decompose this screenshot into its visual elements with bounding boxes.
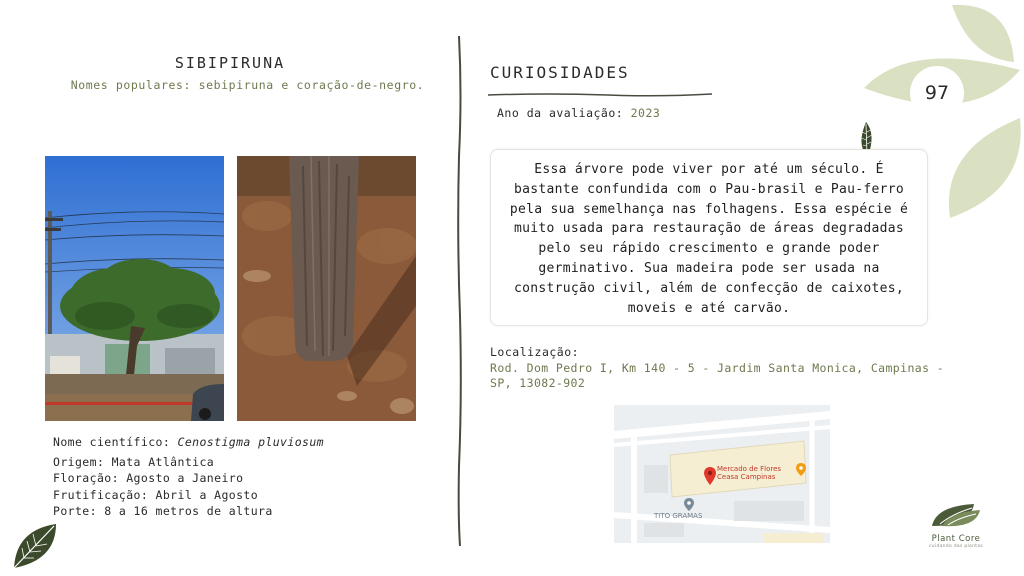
origin: Origem: Mata Atlântica bbox=[53, 454, 215, 469]
map-poi-label[interactable]: Mercado de Flores Ceasa Campinas bbox=[717, 465, 782, 481]
year-label: Ano da avaliação: bbox=[497, 106, 631, 120]
brand-tagline: cuidando das plantas bbox=[928, 544, 984, 549]
species-title: SIBIPIRUNA bbox=[174, 54, 286, 72]
leaf-decoration-icon bbox=[10, 520, 62, 572]
scientific-name-row bbox=[53, 434, 324, 451]
size: Porte: 8 a 16 metros de altura bbox=[53, 504, 273, 518]
fruiting: Frutificação: Abril a Agosto bbox=[53, 487, 259, 502]
page-number: 97 bbox=[910, 66, 964, 120]
map-pin-icon[interactable] bbox=[704, 467, 716, 485]
evaluation-year bbox=[497, 106, 660, 120]
species-details bbox=[53, 434, 324, 520]
curiosity-text: Essa árvore pode viver por até um século. É bastante confundida com o Pau-brasil e Pau-ferro pela sua semelhança nas folhagens. Essa espécie é muito usada para restauração de áreas degradadas pelo seu rápido crescimento e grande poder germinativo. Sua madeira pode ser usada na construção civil, além de confecção de caixotes, moveis e até carvão. bbox=[509, 162, 909, 316]
location-label: Localização: bbox=[490, 345, 580, 359]
popular-names: Nomes populares: sebipiruna e coração-de-negro. bbox=[70, 78, 425, 92]
scientific-name: Cenostigma pluviosum bbox=[177, 435, 324, 449]
tree-photo bbox=[45, 156, 224, 421]
scientific-name-label: Nome científico: bbox=[53, 435, 178, 449]
location-map[interactable] bbox=[614, 405, 830, 543]
plant-core-logo bbox=[930, 500, 982, 532]
map-nearby-label[interactable]: TITO GRAMAS bbox=[654, 512, 703, 520]
column-divider bbox=[454, 36, 466, 546]
location-address: Rod. Dom Pedro I, Km 140 - 5 - Jardim Santa Monica, Campinas - SP, 13082-902 bbox=[490, 361, 945, 390]
flowering: Floração: Agosto a Janeiro bbox=[53, 471, 244, 485]
curiosities-title: CURIOSIDADES bbox=[490, 63, 630, 82]
year-value: 2023 bbox=[630, 106, 661, 120]
brand-name: Plant Core bbox=[931, 534, 981, 544]
title-underline bbox=[488, 83, 712, 89]
trunk-photo bbox=[237, 156, 416, 421]
place-marker-icon[interactable] bbox=[684, 496, 694, 509]
food-marker-icon[interactable] bbox=[796, 461, 806, 474]
